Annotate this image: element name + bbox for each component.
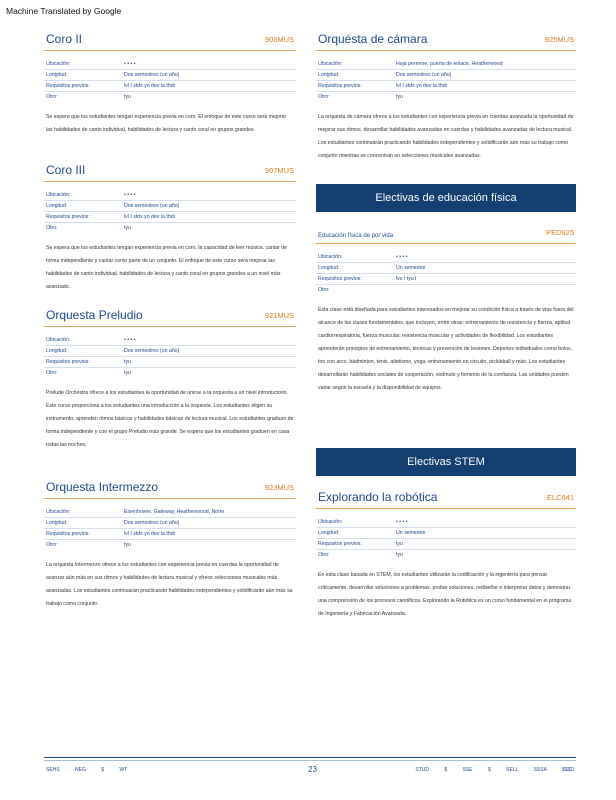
page-number: 23 [308,765,317,774]
info-row [316,528,576,539]
info-row [44,92,296,103]
info-row [44,368,296,379]
info-value [396,285,576,296]
course-header [316,26,576,51]
course-info-table [44,335,296,379]
info-row [316,92,576,103]
info-label: Ubicación: [46,509,71,515]
info-label: Ubicación: [318,519,343,525]
info-row [44,335,296,346]
info-label: Requisitos previos: [318,83,362,89]
info-row [44,59,296,70]
info-value: tyu [124,94,131,100]
info-row [44,190,296,201]
info-label: Requisitos previos: [46,531,90,537]
info-label: Ubicación: [318,254,343,260]
info-value: lvl I stds yo dev la thdi [124,214,175,220]
info-value: • • • • [124,192,136,198]
info-label: Ubicación: [46,192,71,198]
info-row [44,212,296,223]
section-header-stem: Electivas STEM [316,448,576,476]
course-code: ELC641 [546,493,574,502]
info-label: Otro: [46,94,58,100]
course-description: Se espera que los estudiantes tengan experiencia previa en coro, la capacidad de leer música, cantar de forma independiente y cantar como parte de un conjunto. El enfoque de este curso será mejorar las habilidades de canto individual, habilidades de lectura y canto coral en grupos grandes a un nivel más avanzado. [46,245,288,290]
info-label: Requisitos previos: [318,541,362,547]
course-code: 925MUS [544,35,574,44]
course-description: Prelude Orchestra ofrece a los estudiantes la oportunidad de unirse a la orquesta a un nivel introductorio. Este curso proporciona a los estudiantes una introducción a la orquesta. Los estudiantes eligen su instrumento, aprenden ritmos básicos y habilidades básicas de lectura musical. Los estudiantes graduan de forma independiente y con el grupo Preludio más grande. Se espera que los estudiantes graduen en casa todas las noches. [46,390,294,448]
info-label: Longitud: [46,520,68,526]
info-value: Dos semestres (un año) [124,348,180,354]
course-description: La orquesta Intermezzo ofrece a los estudiantes con experiencia previa en cuerdas la oportunidad de avanzar aún más en sus ritmos y habilidades de lectura musical y ofrece selecciones musicales más avanzadas. Los estudiantes continuarán practicando habilidades independientes y solidificarán aún más su trabajo como conjunto. [46,562,293,607]
info-label: Otro: [318,94,330,100]
info-row [44,346,296,357]
info-row [44,81,296,92]
info-row [44,201,296,212]
course-info-table [44,190,296,234]
course-header [44,26,296,51]
info-label: Longitud: [46,72,68,78]
course-description: En esta clase basada en STEM, los estudiantes utilizarán la codificación y la ingeniería para pensar críticamente, desarrollar soluciones a problemas, probar soluciones, rediseñar e interpretar datos y demostrar una comprensión de los procesos científicos. Explorando la Robótica es un curso fundamental en el programa de Ingeniería y Fabricación Avanzada. [318,572,572,617]
course-code: 921MUS [264,311,294,320]
info-label: Otro: [46,370,58,376]
course-coro-iii [44,157,296,302]
info-label: Otro: [318,287,330,293]
info-value: tyu [124,370,131,376]
course-code: 907MUS [264,166,294,175]
course-title: Orquésta de cámara [318,32,428,46]
info-value: • • • • [396,519,408,525]
info-row [44,223,296,234]
info-row [316,550,576,561]
course-title: Explorando la robótica [318,490,438,504]
info-label: Ubicación: [46,61,71,67]
info-label: Requisitos previos: [46,214,90,220]
info-value: • • • • [124,337,136,343]
course-info-table [316,517,576,561]
info-row [316,81,576,92]
info-row [44,540,296,551]
footer-left-text: SEHS NEG $ WT [46,767,128,773]
info-row [316,252,576,263]
course-description: Se espera que los estudiantes tengan experiencia previa en coro. El enfoque de este curso será mejorar las habilidades de canto individual, habilidades de lectura y canto coral en grupos grandes. [46,114,287,133]
info-label: Otro: [318,552,330,558]
info-value: tyu [124,542,131,548]
info-value: Un semestre [396,530,426,536]
course-info-table [44,59,296,103]
course-title: Orquesta Preludio [46,308,143,322]
info-value: Hoja perenne, puerta de enlace, Heatherwood [396,61,503,67]
info-row [44,529,296,540]
info-row [316,274,576,285]
info-value: Dos semestres (un año) [124,72,180,78]
course-title: Coro III [46,163,86,177]
info-row [44,357,296,368]
course-code: 903MUS [264,35,294,44]
info-row [316,285,576,296]
info-value: Dos semestres (un año) [396,72,452,78]
course-title: Orquesta Intermezzo [46,480,159,494]
course-description: La orquesta de cámara ofrece a los estudiantes con experiencia previa en cuerdas avanzada la oportunidad de mejorar sus ritmos, desarrollar habilidades avanzadas en cuerdas y habilidades avanzadas de lectura musical. Los estudiantes continuarán practicando habilidades independientes y solidificarán aún más su trabajo como conjunto mientras se concentran en selecciones musicales avanzadas. [318,114,574,159]
info-label: Otro: [46,542,58,548]
course-header [44,157,296,182]
page-footer [44,765,576,777]
course-orquesta-preludio [44,302,296,474]
info-value: Un semestre [396,265,426,271]
course-header [44,302,296,327]
info-value: lvl I stds yo dev la thdi [124,531,175,537]
course-info-table [316,59,576,103]
info-label: Ubicación: [46,337,71,343]
footer-right-text: STUD $ SSE $ SELL SSSA $$$D [415,767,574,773]
footer-divider-secondary [44,760,576,761]
info-value: • • • • [396,254,408,260]
course-orquesta-intermezzo [44,474,296,611]
course-header [316,476,576,509]
info-value: tyu [396,552,403,558]
course-title: Educación física de por vida [318,233,394,239]
course-code: 923MUS [264,483,294,492]
info-label: Otro: [46,225,58,231]
info-value: • • • • [124,61,136,67]
info-row [44,70,296,81]
info-label: Requisitos previos: [46,359,90,365]
course-header [44,474,296,499]
course-info-table [316,252,576,296]
info-value: Eisenhower, Gateway, Heathenwood, Norte [124,509,225,515]
info-label: Longitud: [318,530,340,536]
course-info-table [44,507,296,551]
course-coro-ii [44,26,296,157]
info-value: Dos semestres (un año) [124,203,180,209]
course-title: Coro II [46,32,83,46]
translation-banner: Machine Translated by Google [6,6,122,16]
footer-divider [44,757,576,758]
info-label: Requisitos previos: [46,83,90,89]
info-label: Longitud: [318,72,340,78]
info-value: lvs I tyu I [396,276,417,282]
course-header [316,212,576,244]
info-value: Dos semestres (un año) [124,520,180,526]
info-label: Longitud: [318,265,340,271]
info-row [316,539,576,550]
info-value: tyu [396,94,403,100]
course-code: PED925 [546,228,574,237]
info-row [316,70,576,81]
course-orquesta-camara [316,26,576,184]
section-header-pe: Electivas de educación física [316,184,576,212]
info-value: tyu [124,225,131,231]
info-row [44,507,296,518]
right-column [316,26,576,621]
info-label: Ubicación: [318,61,343,67]
info-value: lvl I stds yo dev la thdi [124,83,175,89]
course-educacion-fisica [316,212,576,448]
info-value: lvl I stds yo dev la thdi [396,83,447,89]
info-row [316,517,576,528]
info-row [316,263,576,274]
course-explorando-robotica [316,476,576,621]
info-value: tyu [396,541,403,547]
info-row [316,59,576,70]
info-label: Requisitos previos: [318,276,362,282]
left-column [44,26,296,611]
info-label: Longitud: [46,348,68,354]
course-description: Esta clase está diseñada para estudiantes interesados en mejorar su condición física a través de vías fuera del alcance de las clases fundamentales, que incluyen, entre otras: entrenamiento de resistencia y fuerza, aptitud cardiorrespiratoria, fuerza muscular, resistencia muscular y actividades de flexibilidad. Los estudiantes aprenderán principios de entrenamiento, técnicas y prevención de lesiones. Deportes individuales como bolos, tiro con arco, bádminton, tenis, atletismo, yoga, entrenamiento en circuito, pickleball y más. Los estudiantes desarrollarán habilidades sociales de cooperación, estímulo y fomento de la confianza. Las unidades pueden variar según la escuela y la disponibilidad de equipos. [318,307,574,391]
info-row [44,518,296,529]
info-value: tyu [124,359,131,365]
info-label: Longitud: [46,203,68,209]
